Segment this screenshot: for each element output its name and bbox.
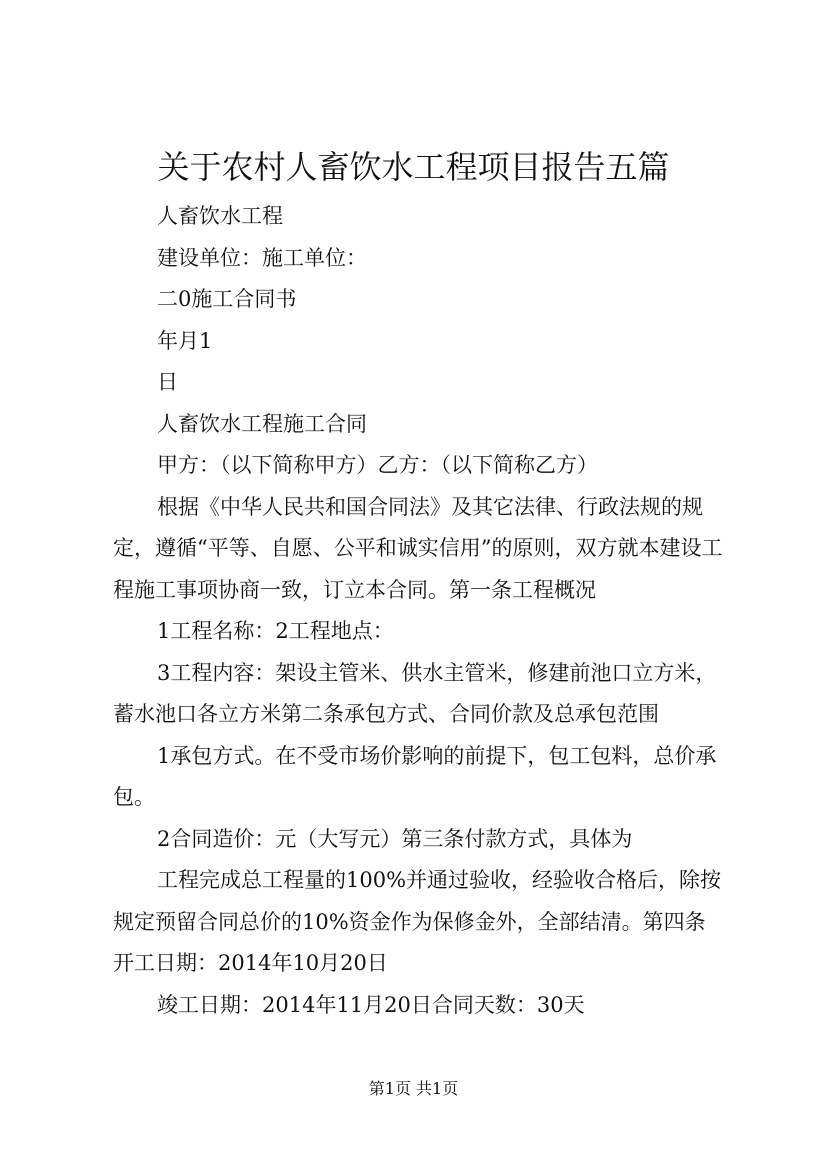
body-line: 1工程名称：2工程地点： (157, 619, 394, 643)
body-line: 人畜饮水工程 (157, 204, 283, 228)
body-line: 二0施工合同书 (157, 287, 297, 311)
body-paragraph: 3工程内容：架设主管米、供水主管米，修建前池口立方米，蓄水池口各立方米第二条承包方式、合同价款及总承包范围 (113, 660, 717, 726)
body-paragraph: 根据《中华人民共和国合同法》及其它法律、行政法规的规定，遵循“平等、自愿、公平和诚实信用”的原则，双方就本建设工程施工事项协商一致，订立本合同。第一条工程概况 (113, 494, 723, 602)
body-paragraph: 1承包方式。在不受市场价影响的前提下，包工包料，总价承包。 (113, 743, 717, 809)
body-line: 甲方：（以下简称甲方）乙方：（以下简称乙方） (157, 453, 598, 477)
body-line: 日 (157, 370, 178, 394)
document-body (113, 196, 725, 1026)
document-title: 关于农村人畜饮水工程项目报告五篇 (157, 148, 670, 186)
body-line: 年月1 (157, 328, 213, 353)
body-line: 2合同造价：元（大写元）第三条付款方式，具体为 (157, 826, 633, 851)
body-line: 建设单位：施工单位： (157, 245, 367, 270)
body-line: 人畜饮水工程施工合同 (157, 411, 367, 436)
body-paragraph: 工程完成总工程量的100%并通过验收，经验收合格后，除按规定预留合同总价的10%资金作为保修金外，全部结清。第四条开工日期：2014年10月20日 (113, 868, 722, 975)
body-line: 竣工日期：2014年11月20日合同天数：30天 (157, 992, 585, 1017)
page-number-footer: 第1页 共1页 (368, 1079, 459, 1098)
